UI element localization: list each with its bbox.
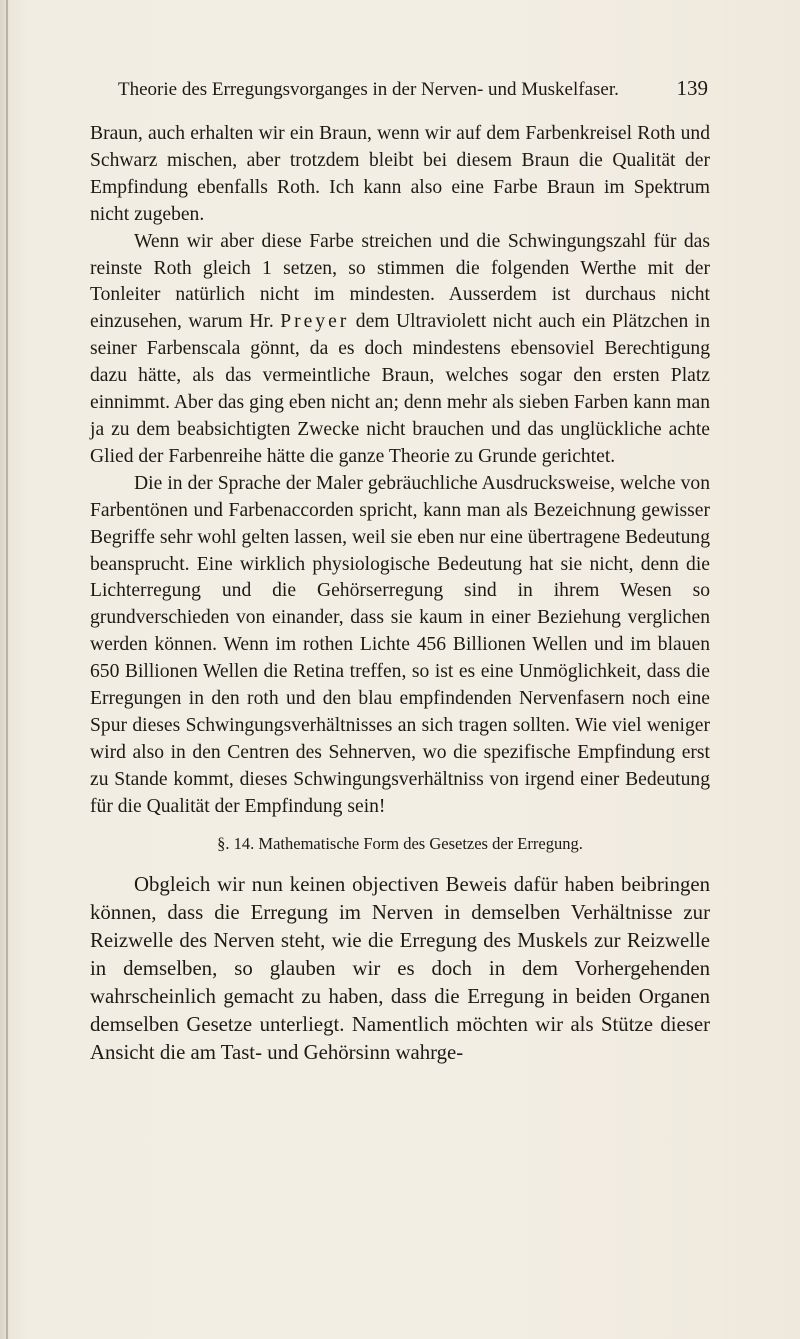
paragraph: Braun, auch erhalten wir ein Braun, wenn wir auf dem Farbenkreisel Roth und Schwarz mischen, aber trotzdem bleibt bei diesem Braun die Qualität der Empfindung ebenfalls Roth. Ich kann also eine Farbe Braun im Spektrum nicht zugeben. bbox=[90, 123, 710, 225]
running-head-title: Theorie des Erregungsvorganges in der Nerven- und Muskelfaser. bbox=[118, 79, 619, 100]
author-name: Preyer bbox=[280, 311, 350, 333]
paragraph-text: Wenn wir aber diese Farbe streichen und die Schwingungszahl für das reinste Roth gleich 1 setzen, so stimmen die folgenden Werthe mit der Tonleiter natürlich nicht im mindesten. Ausserdem ist durchaus nicht einzusehen, warum Hr. bbox=[90, 230, 710, 333]
section-heading: §. 14. Mathematische Form des Gesetzes der Erregung. bbox=[217, 833, 583, 853]
paragraph: Obgleich wir nun keinen objectiven Beweis dafür haben beibringen können, dass die Erregung im Nerven in demselben Verhältnisse zur Reizwelle des Nerven steht, wie die Erregung des Muskels zur Reizwelle in demselben, so glauben wir es doch in dem Vorhergehenden wahrscheinlich gemacht zu haben, dass die Erregung in beiden Organen demselben Gesetze unterliegt. Namentlich möchten wir als Stütze dieser Ansicht die am Tast- und Gehörsinn wahrge- bbox=[90, 872, 710, 1064]
paragraph-text: dem Ultraviolett nicht auch ein Plätzchen in seiner Farbenscala gönnt, da es doch mindestens ebensoviel Berechtigung dazu hätte, als das vermeintliche Braun, welches sogar den ersten Platz einnimmt. Aber das ging eben nicht an; denn mehr als sieben Farben kann man ja zu dem beabsichtigten Zwecke nicht brauchen und das unglückliche achte Glied der Farbenreihe hätte die ganze Theorie zu Grunde gerichtet. bbox=[90, 311, 711, 467]
page-number: 139 bbox=[676, 76, 708, 100]
body-text bbox=[90, 121, 710, 1067]
binding-edge bbox=[6, 0, 8, 1339]
paragraph: Die in der Sprache der Maler gebräuchliche Ausdrucksweise, welche von Farbentönen und Farbenaccorden spricht, kann man als Bezeichnung gewisser Begriffe sehr wohl gelten lassen, weil sie eben nur eine übertragene Bedeutung beansprucht. Eine wirklich physiologische Bedeutung hat sie nicht, denn die Lichterregung und die Gehörserregung sind in ihrem Wesen so grundverschieden von einander, dass sie kaum in einer Beziehung verglichen werden können. Wenn im rothen Lichte 456 Billionen Wellen und im blauen 650 Billionen Wellen die Retina treffen, so ist es eine Unmöglichkeit, dass die Erregungen in den roth und den blau empfindenden Nervenfasern noch eine Spur dieses Schwingungsverhältnisses an sich tragen sollten. Wie viel weniger wird also in den Centren des Sehnerven, wo die spezifische Empfindung erst zu Stande kommt, dieses Schwingungsverhältniss von irgend einer Bedeutung für die Qualität der Empfindung sein! bbox=[90, 472, 710, 817]
paragraph bbox=[90, 229, 710, 471]
running-head bbox=[118, 76, 708, 106]
section-body bbox=[90, 871, 710, 1067]
